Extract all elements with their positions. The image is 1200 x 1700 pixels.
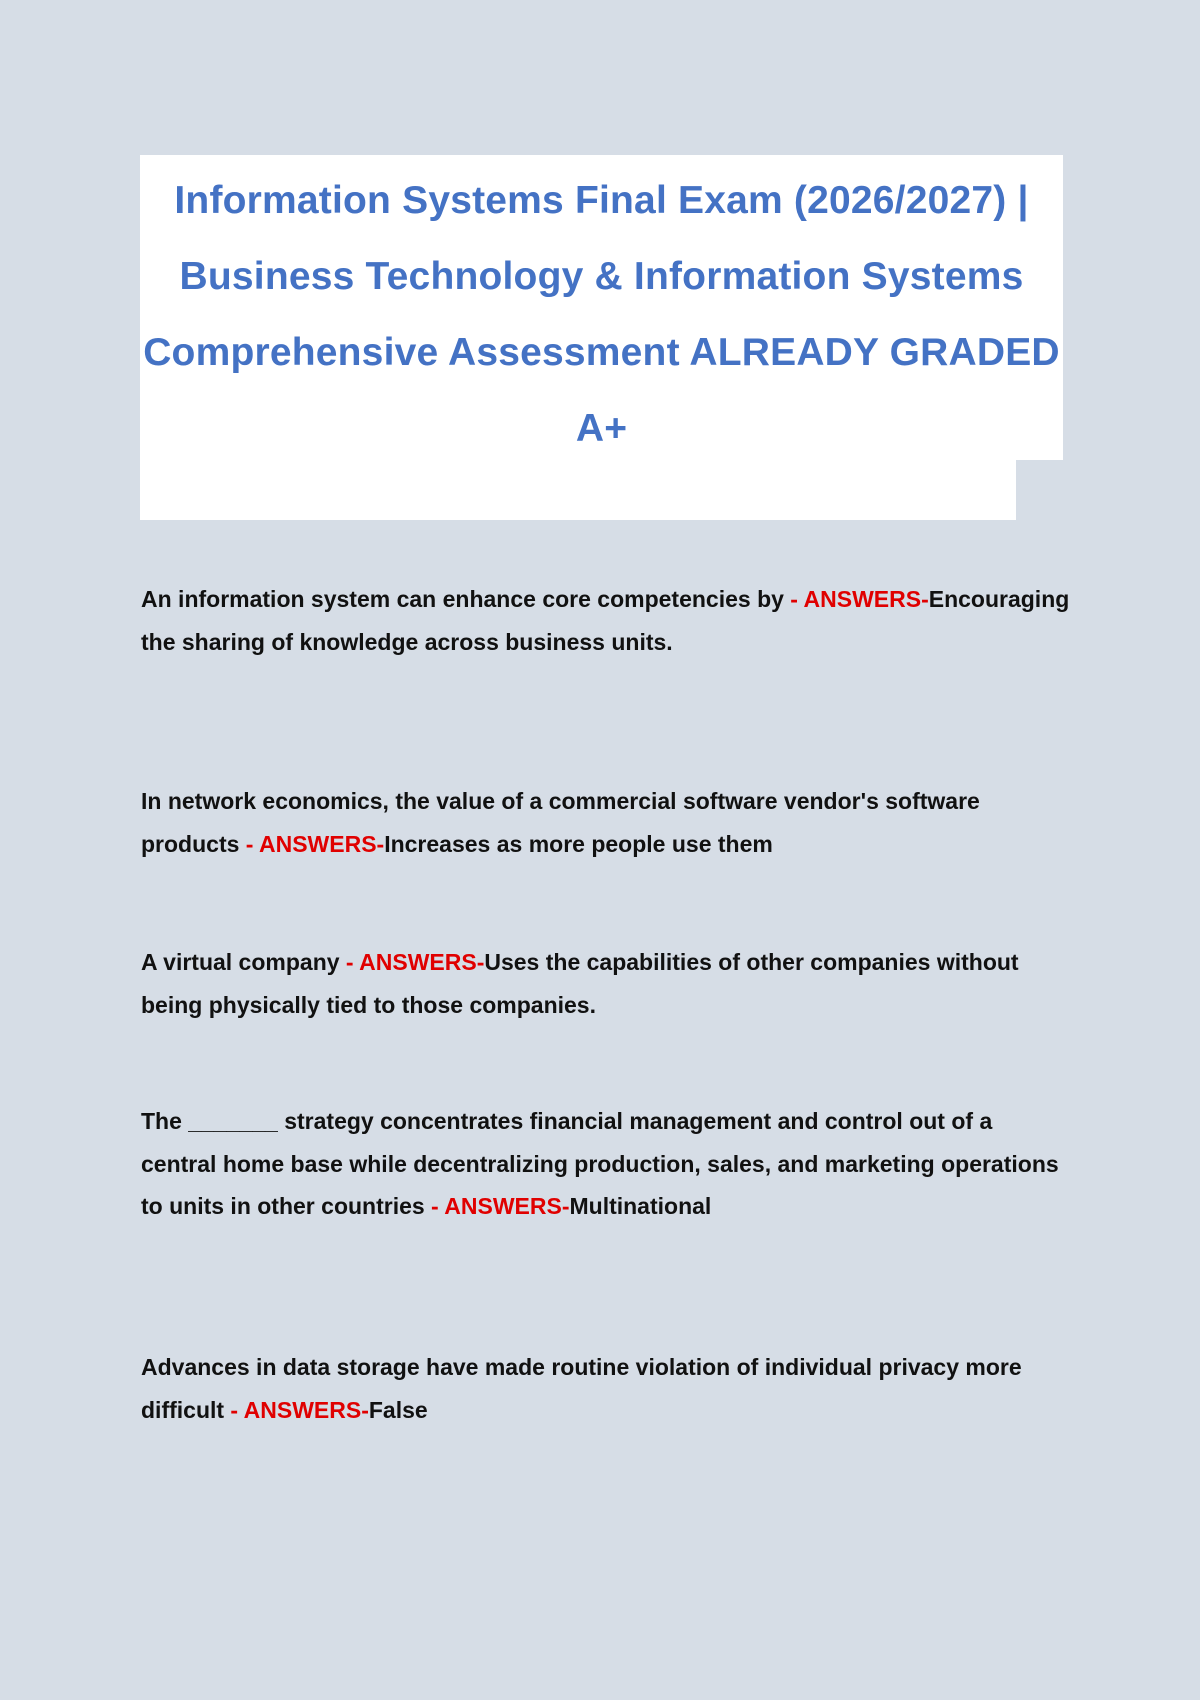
title-background-lower — [140, 460, 1016, 520]
question-text: An information system can enhance core competencies by — [141, 586, 784, 612]
title-box — [140, 155, 1063, 520]
document-title: Information Systems Final Exam (2026/2027) | Business Technology & Information Systems Comprehensive Assessment ALREADY GRADED A+ — [143, 179, 1060, 450]
answer-text: False — [368, 1396, 428, 1423]
question-text: Advances in data storage have made routine violation of individual privacy more difficult — [141, 1354, 1022, 1423]
answer-text: Multinational — [569, 1193, 712, 1219]
answer-separator: - ANSWERS- — [339, 949, 485, 975]
qa-item — [141, 780, 1071, 865]
answer-separator: - ANSWERS- — [424, 1193, 570, 1219]
question-text: The _______ strategy concentrates financial management and control out of a central home base while decentralizing production, sales, and marketing operations to units in other countries — [141, 1108, 1059, 1219]
answer-text: Encouraging the sharing of knowledge across business units. — [141, 586, 1070, 655]
qa-item — [141, 1100, 1071, 1228]
answer-separator: - ANSWERS- — [783, 586, 929, 612]
qa-item — [141, 941, 1071, 1026]
qa-item — [141, 1346, 1071, 1431]
answer-separator: - ANSWERS- — [224, 1396, 369, 1423]
question-text: In network economics, the value of a commercial software vendor's software products — [141, 788, 980, 857]
answer-separator: - ANSWERS- — [239, 830, 385, 857]
qa-item — [141, 578, 1071, 663]
question-text: A virtual company — [141, 949, 340, 975]
answer-text: Increases as more people use them — [384, 830, 773, 857]
answer-text: Uses the capabilities of other companies without being physically tied to those companies. — [141, 949, 1019, 1018]
